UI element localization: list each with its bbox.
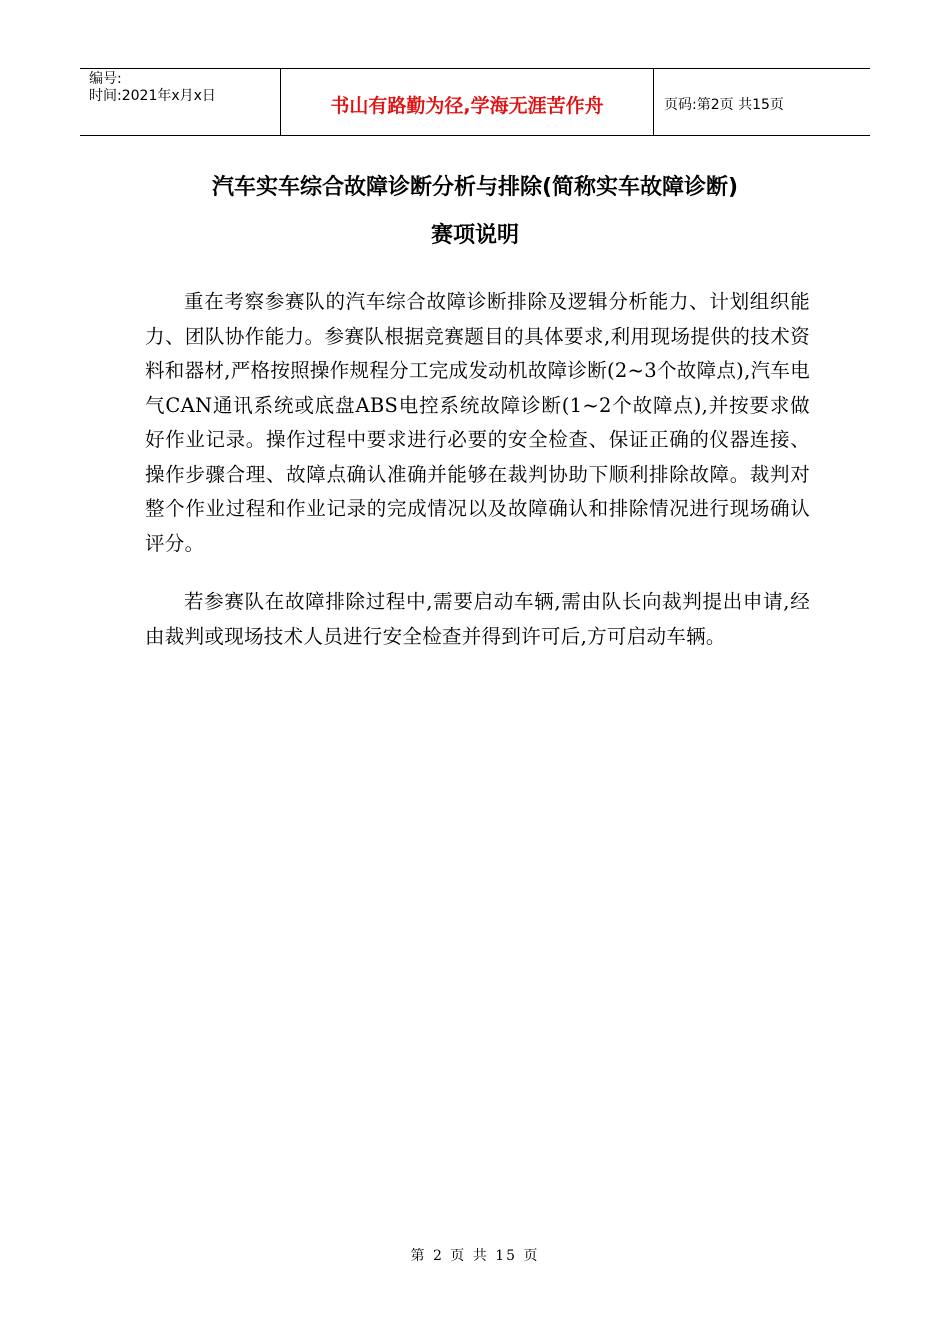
paragraph-1: 重在考察参赛队的汽车综合故障诊断排除及逻辑分析能力、计划组织能力、团队协作能力。参赛队根据竞赛题目的具体要求,利用现场提供的技术资料和器材,严格按照操作规程分工完成发动机故障诊断(2~3个故障点),汽车电气CAN通讯系统或底盘ABS电控系统故障诊断(1~2个故障点),并按要求做好作业记录。操作过程中要求进行必要的安全检查、保证正确的仪器连接、操作步骤合理、故障点确认准确并能够在裁判协助下顺利排除故障。裁判对整个作业过程和作业记录的完成情况以及故障确认和排除情况进行现场确认评分。 bbox=[145, 290, 810, 555]
document-title: 汽车实车综合故障诊断分析与排除(简称实车故障诊断) bbox=[211, 175, 739, 200]
page-footer: 第 2 页 共 15 页 bbox=[410, 1248, 540, 1264]
document-subtitle: 赛项说明 bbox=[430, 223, 519, 248]
header-number-label: 编号: bbox=[89, 71, 122, 87]
header-motto: 书山有路勤为径,学海无涯苦作舟 bbox=[281, 69, 654, 135]
paragraph-2: 若参赛队在故障排除过程中,需要启动车辆,需由队长向裁判提出申请,经由裁判或现场技术人员进行安全检查并得到许可后,方可启动车辆。 bbox=[145, 590, 810, 648]
header-date-label: 时间:2021年x月x日 bbox=[89, 88, 216, 104]
header-page-code: 页码:第2页 共15页 bbox=[664, 97, 784, 113]
header-info-cell bbox=[80, 69, 281, 135]
document-header bbox=[80, 68, 870, 136]
